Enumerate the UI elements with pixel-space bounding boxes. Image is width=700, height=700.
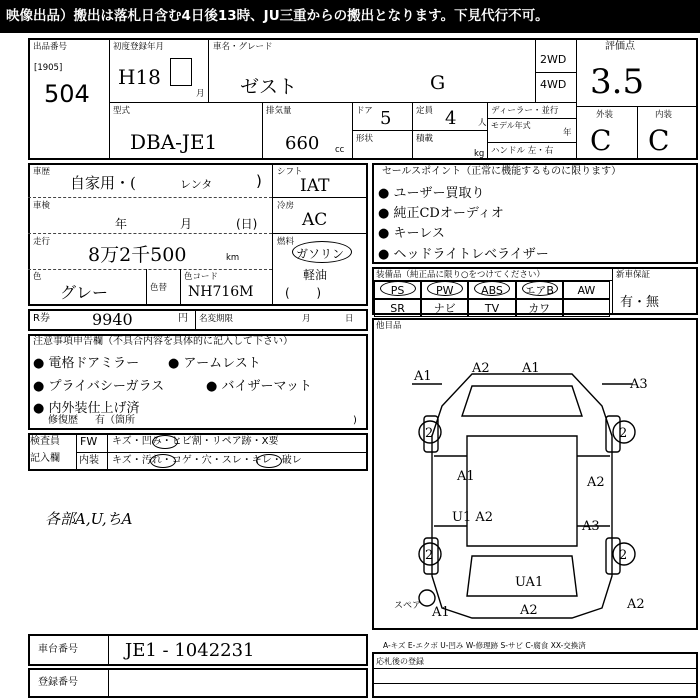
divider [146,269,147,306]
handle-label: ハンドル 左・右 [491,146,554,156]
equip-navi: ナビ [421,299,468,317]
use-close: ) [256,172,262,190]
mark-2-bl: 2 [425,548,434,563]
divider [412,102,413,160]
divider [262,102,263,160]
inspector-label-2: 記入欄 [30,453,60,464]
divider [535,72,576,73]
divider [487,102,488,160]
door-label: ドア [356,106,373,116]
mileage-unit: km [226,253,240,263]
divider [272,197,368,198]
ext-label: 外装 [596,110,614,120]
divider [28,233,272,234]
mark-a2-top: A2 [472,361,490,376]
abs-circle [474,281,510,296]
divider [108,668,109,698]
inspect-month: 月 [180,217,193,231]
shape-label: 形状 [356,134,374,144]
sales-title: セールスポイント（正常に機能するものに限ります） [382,166,622,177]
equip-empty [563,299,610,317]
mark-2-tr: 2 [619,426,628,441]
use-extra: レンタ [180,178,213,191]
type-value: DBA-JE1 [130,130,218,154]
divider [76,452,368,453]
ps-circle [380,281,416,296]
notes-title: 注意事項申告欄（不具合内容を具体的に記入して下さい） [33,336,293,347]
equip-abs: ABS [468,281,515,299]
grade: G [430,72,446,94]
recycle-box [28,309,368,331]
chassis-label: 車台番号 [38,644,78,655]
equip-tv: TV [468,299,515,317]
inspector-label-1: 検査員 [30,436,60,447]
row1-items: キズ・凹み・ヒビ割・リペア跡・X要 [112,436,279,447]
row2-head: 内装 [79,455,99,466]
divider [612,267,613,315]
equip-ps: PS [374,281,421,299]
ac-value: AC [302,210,328,230]
spare-label: スペア [394,601,422,611]
legend: A-キズ E-エクボ U-凹み W-修理跡 S-サビ C-腐食 XX-交換済 [383,641,586,650]
divider [109,102,576,103]
first-reg-label: 初度登録年月 [113,42,165,52]
inspect-year: 年 [115,217,128,231]
divider [180,269,181,306]
fuel-diesel: 軽油 [303,268,328,282]
color-label: 色 [33,272,42,282]
divider [352,130,487,131]
divider [352,102,353,160]
color-value: グレー [60,283,109,302]
divider [487,142,576,143]
mark-a2-bottom: A2 [520,603,538,618]
divider [272,233,368,234]
pw-circle [427,281,463,296]
cap-value: 4 [445,108,457,129]
disp-value: 660 [285,133,320,154]
newcar-value: 有・無 [620,295,660,310]
airbag-circle [522,281,558,296]
fuel-value: ガソリン [296,247,345,261]
month-unit: 月 [196,89,205,99]
type-label: 型式 [113,106,131,116]
lot-sub: [1905] [34,63,63,73]
mark-a3-tr: A3 [630,377,648,392]
divider [208,38,209,102]
color-code-value: NH716M [188,284,254,300]
cap-label: 定員 [416,106,434,116]
dent-circle [152,435,178,449]
sales-point-4: ● ヘッドライトレベライザー [378,247,549,262]
lot-label: 出品番号 [33,42,68,52]
recycle-unit: 円 [178,313,188,324]
weight-label: 積載 [416,134,434,144]
cap-unit: 人 [478,118,487,128]
mark-a2-br: A2 [627,597,645,612]
mark-a1-side: A1 [457,469,475,484]
reg-label: 登録番号 [38,677,78,688]
int-grade: C [648,124,670,157]
divider [272,163,273,306]
reg-box [28,668,368,698]
repair-close: ) [353,415,357,426]
sales-point-1: ● ユーザー買取り [378,186,485,201]
note-3: ● プライバシーガラス [33,379,165,394]
note-2: ● アームレスト [168,356,261,371]
dirt-circle [150,454,176,468]
mark-2-br: 2 [619,548,628,563]
inspect-label: 車検 [33,201,51,211]
recycle-value: 9940 [92,310,133,329]
equip-airbag: エアB [516,281,563,299]
model-name: ゼスト [240,76,298,98]
header-banner: 映像出品）搬出は落札日含む4日後13時、JU三重からの搬出となります。下見代行不可。 [0,0,700,33]
door-value: 5 [380,108,392,129]
ac-label: 冷房 [277,201,295,211]
disp-unit: cc [335,145,345,155]
disp-label: 排気量 [266,106,292,116]
score: 3.5 [590,62,645,102]
note-1: ● 電格ドアミラー [33,356,140,371]
divider [195,309,196,331]
mileage-value: 8万2千500 [88,244,187,266]
equip-aw: AW [563,281,610,299]
mileage-label: 走行 [33,237,51,247]
drive-4wd: 4WD [540,78,567,91]
use-label: 車歴 [33,167,51,177]
score-label: 評価点 [605,41,635,52]
sales-point-2: ● 純正CDオーディオ [378,206,504,221]
repair-value: 有（箇所 [95,415,135,426]
mark-a3-side: A3 [582,519,600,534]
divider [535,38,536,102]
mark-a1-top: A1 [522,361,540,376]
repair-label: 修復歴 [48,415,78,426]
fuel-label: 燃料 [277,237,295,247]
equip-pw: PW [421,281,468,299]
newcar-label: 新車保証 [616,270,651,280]
weight-unit: kg [474,149,485,159]
dealer-label: ディーラー・並行 [491,106,559,116]
first-reg-value: H18 [118,65,161,89]
mark-ua1: UA1 [515,575,544,590]
drive-2wd: 2WD [540,53,567,66]
shift-label: シフト [277,167,303,177]
recycle-label: R券 [33,313,50,324]
mark-a1-bl: A1 [432,605,450,620]
model-label: 車名・グレード [213,42,273,52]
note-5: ● 内外装仕上げ済 [33,401,140,416]
sales-point-3: ● キーレス [378,226,445,241]
equip-sr: SR [374,299,421,317]
divider [28,269,272,270]
mark-a1-tl: A1 [414,369,432,384]
mark-u1-a2: U1 A2 [452,510,494,525]
divider [108,634,109,666]
other-label: 他目品 [376,321,402,331]
inspector-handwritten: 各部A,U,ちA [45,510,133,528]
shift-value: IAT [300,176,330,196]
mark-a2-side: A2 [587,475,605,490]
scuff-circle [256,454,282,468]
model-year-label: モデル年式 [491,121,531,130]
divider [109,38,110,160]
divider [487,118,576,119]
equipment-title: 装備品（純正品に限り○をつけてください） [376,270,545,280]
ext-grade: C [590,124,612,157]
row1-head: FW [80,435,98,448]
divider [372,683,698,684]
inspect-day: (日) [236,217,258,231]
year-unit: 年 [563,128,572,138]
chassis-value: JE1 - 1042231 [125,640,255,661]
divider [637,106,638,160]
note-4: ● バイザーマット [206,379,312,394]
equip-leather: カワ [516,299,563,317]
mark-2-tl: 2 [425,426,434,441]
row2-items: キズ・汚れ・コゲ・穴・スレ・キレ・破レ [112,455,302,466]
color-code-label: 色コード [184,272,219,282]
color-change-label: 色替 [150,283,168,293]
divider [576,38,577,160]
month-box [170,58,192,86]
fuel-circle [292,241,352,263]
recycle-note: 名変期限 [199,314,234,324]
legend-2: 応札後の登録 [376,657,424,666]
rec-month: 月 [302,314,311,324]
lot-number: 504 [44,80,90,108]
use-value: 自家用・( [70,174,136,192]
rec-day: 日 [345,314,354,324]
car-diagram [372,346,698,630]
fuel-paren: ( ) [285,286,322,300]
int-label: 内装 [655,110,673,120]
divider [107,433,108,471]
divider [372,668,698,669]
divider [28,197,272,198]
